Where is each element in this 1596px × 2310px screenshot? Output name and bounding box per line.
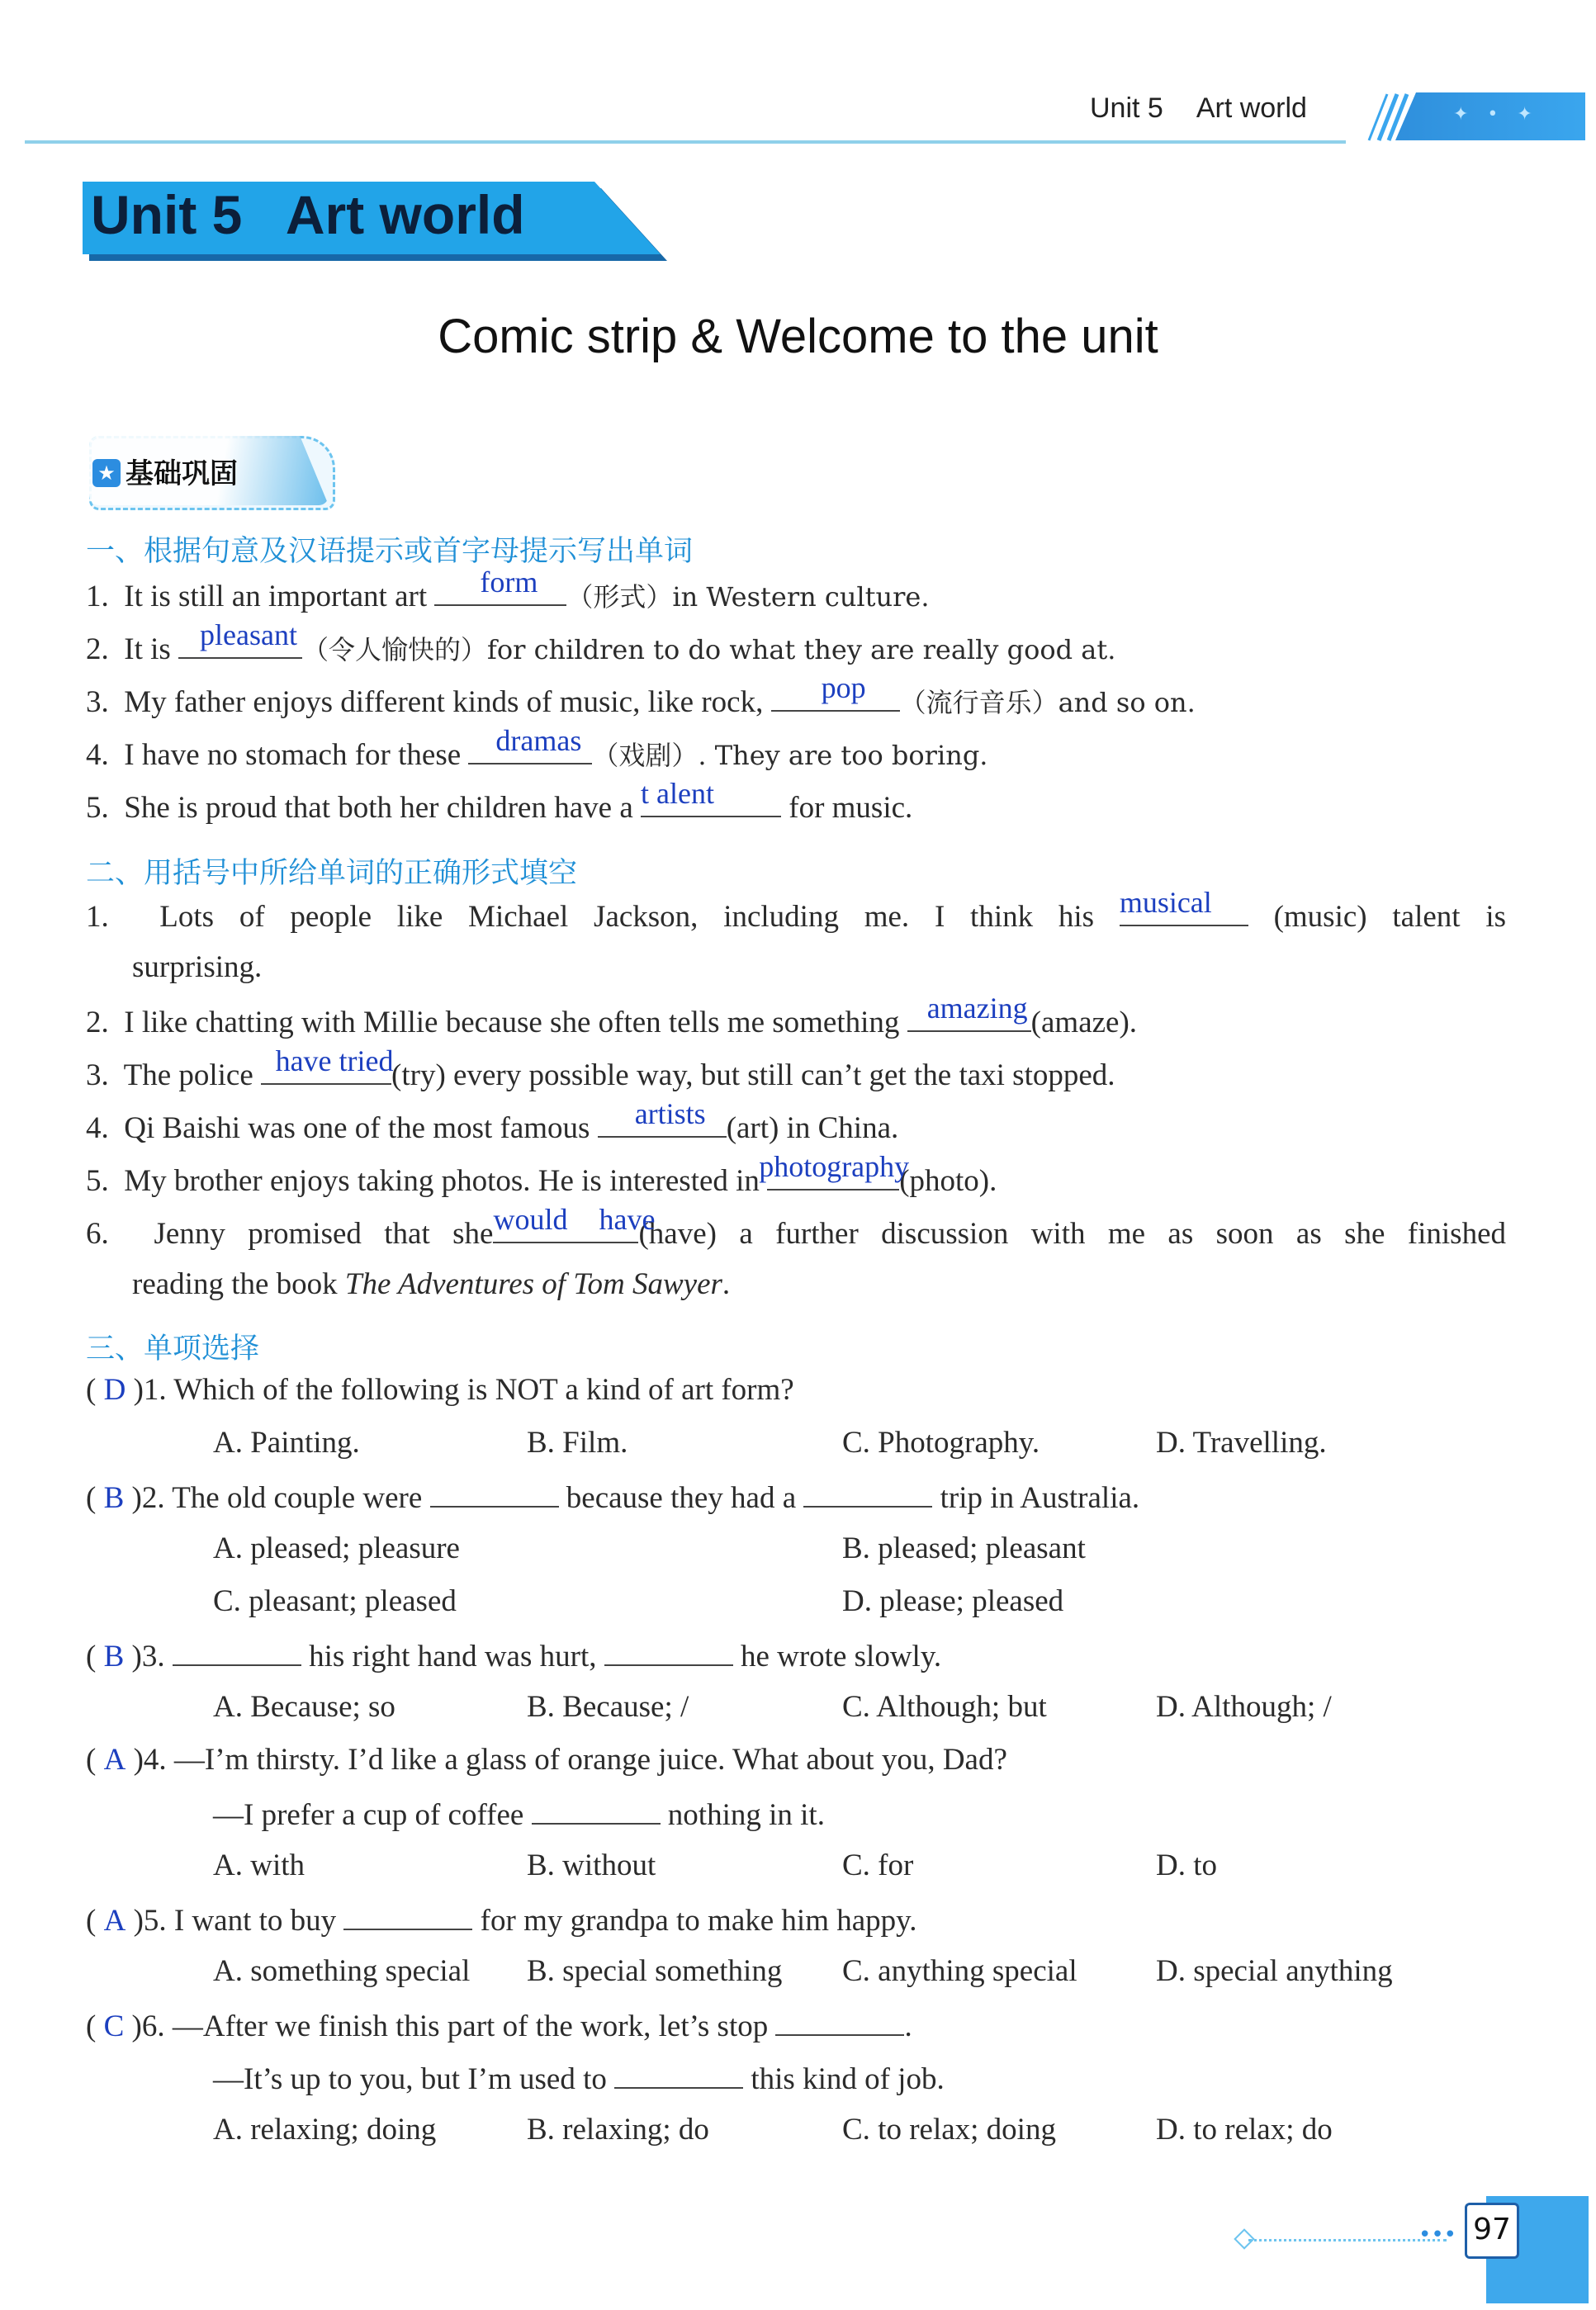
s3-q6-option-d[interactable]: D. to relax; do bbox=[1156, 2113, 1333, 2147]
s3-q3-option-c[interactable]: C. Although; but bbox=[842, 1690, 1047, 1724]
header-topic: Art world bbox=[1196, 92, 1307, 124]
s3-answer-5[interactable]: A bbox=[103, 1904, 126, 1938]
book-title: The Adventures of Tom Sawyer bbox=[344, 1267, 722, 1301]
section3-title: 三、单项选择 bbox=[86, 1333, 260, 1366]
s3-q5-option-a[interactable]: A. something special bbox=[213, 1954, 471, 1988]
s3-question-1: ( D )1. Which of the following is NOT a kind of art form? bbox=[86, 1373, 794, 1407]
s3-q1-option-b[interactable]: B. Film. bbox=[527, 1426, 628, 1460]
lesson-title: Comic strip & Welcome to the unit bbox=[438, 310, 1158, 363]
page-number: 97 bbox=[1465, 2203, 1519, 2259]
header-sparkle-icon: ✦ • ✦ bbox=[1453, 104, 1539, 125]
s3-question-6: ( C )6. —After we finish this part of the work, let’s stop . bbox=[86, 2006, 912, 2044]
s3-q5-option-d[interactable]: D. special anything bbox=[1156, 1954, 1393, 1988]
s3-q5-option-b[interactable]: B. special something bbox=[527, 1954, 783, 1988]
s3-answer-1[interactable]: D bbox=[103, 1373, 126, 1407]
s1-item-2: 2. It is pleasant （令人愉快的）for children to do what they are really good at. bbox=[86, 618, 1116, 666]
s3-q6-option-a[interactable]: A. relaxing; doing bbox=[213, 2113, 437, 2147]
footer-rule bbox=[1248, 2239, 1447, 2241]
header-rule bbox=[25, 140, 1346, 144]
s3-q4-option-c[interactable]: C. for bbox=[842, 1848, 914, 1882]
s3-answer-3[interactable]: B bbox=[103, 1640, 125, 1673]
s3-q6-option-c[interactable]: C. to relax; doing bbox=[842, 2113, 1056, 2147]
s3-question-6-reply: —It’s up to you, but I’m used to this kind of job. bbox=[213, 2059, 945, 2097]
s3-q2-option-d[interactable]: D. please; pleased bbox=[842, 1584, 1064, 1618]
s1-item-1: 1. It is still an important art form （形式）in Western culture. bbox=[86, 566, 930, 613]
footer-dots: ••• bbox=[1418, 2222, 1457, 2247]
s2-blank-1[interactable]: musical bbox=[1120, 897, 1248, 926]
s1-blank-5[interactable]: t alent bbox=[641, 788, 781, 817]
s3-q3-option-b[interactable]: B. Because; / bbox=[527, 1690, 689, 1724]
unit-title: Unit 5 Art world bbox=[91, 184, 525, 245]
s3-q2-option-a[interactable]: A. pleased; pleasure bbox=[213, 1531, 460, 1565]
s3-answer-4[interactable]: A bbox=[103, 1743, 126, 1777]
header-unit: Unit 5 bbox=[1090, 92, 1163, 124]
s1-blank-1[interactable]: form bbox=[434, 576, 566, 606]
s2-item-1: 1. Lots of people like Michael Jackson, including me. I think his musical (music) talent is bbox=[86, 886, 1506, 934]
s3-answer-2[interactable]: B bbox=[103, 1481, 125, 1515]
s3-q2-option-b[interactable]: B. pleased; pleasant bbox=[842, 1531, 1086, 1565]
s3-q1-option-d[interactable]: D. Travelling. bbox=[1156, 1426, 1327, 1460]
s1-item-4: 4. I have no stomach for these dramas （戏剧）. They are too boring. bbox=[86, 724, 988, 772]
s3-question-3: ( B )3. his right hand was hurt, he wrote slowly. bbox=[86, 1636, 941, 1674]
s2-blank-3[interactable]: have tried bbox=[261, 1055, 391, 1085]
s3-q1-option-c[interactable]: C. Photography. bbox=[842, 1426, 1040, 1460]
s3-q4-option-a[interactable]: A. with bbox=[213, 1848, 305, 1882]
star-icon: ★ bbox=[92, 459, 121, 487]
s2-blank-2[interactable]: amazing bbox=[907, 1002, 1031, 1032]
s1-blank-4[interactable]: dramas bbox=[468, 735, 592, 764]
s2-item-6: 6. Jenny promised that she would have (have) a further discussion with me as soon as she finished bbox=[86, 1203, 1506, 1251]
s2-item-1-cont: surprising. bbox=[132, 950, 263, 984]
s2-item-3: 3. The police have tried (try) every possible way, but still can’t get the taxi stopped. bbox=[86, 1044, 1115, 1092]
section1-title: 一、根据句意及汉语提示或首字母提示写出单词 bbox=[86, 535, 694, 568]
section2-title: 二、用括号中所给单词的正确形式填空 bbox=[86, 857, 578, 890]
section-badge-label: 基础巩固 bbox=[126, 457, 238, 490]
s3-question-2: ( B )2. The old couple were because they had a trip in Australia. bbox=[86, 1478, 1139, 1516]
s3-question-4-reply: —I prefer a cup of coffee nothing in it. bbox=[213, 1795, 825, 1833]
s3-question-5: ( A )5. I want to buy for my grandpa to make him happy. bbox=[86, 1901, 917, 1938]
s3-q3-option-a[interactable]: A. Because; so bbox=[213, 1690, 395, 1724]
s2-blank-6[interactable]: would have bbox=[493, 1214, 638, 1243]
s3-q1-option-a[interactable]: A. Painting. bbox=[213, 1426, 360, 1460]
s2-item-6-cont: reading the book The Adventures of Tom Sawyer. bbox=[132, 1267, 731, 1301]
s2-blank-4[interactable]: artists bbox=[598, 1108, 727, 1138]
s3-q4-option-b[interactable]: B. without bbox=[527, 1848, 656, 1882]
running-header bbox=[1090, 92, 1307, 125]
s2-item-5: 5. My brother enjoys taking photos. He is interested in photography (photo). bbox=[86, 1150, 997, 1198]
s3-q4-option-d[interactable]: D. to bbox=[1156, 1848, 1217, 1882]
s1-blank-2[interactable]: pleasant bbox=[178, 629, 302, 659]
s1-item-3: 3. My father enjoys different kinds of music, like rock, pop （流行音乐）and so on. bbox=[86, 671, 1196, 719]
s3-question-4: ( A )4. —I’m thirsty. I’d like a glass of orange juice. What about you, Dad? bbox=[86, 1743, 1007, 1777]
s3-answer-6[interactable]: C bbox=[103, 2009, 125, 2043]
s3-q6-option-b[interactable]: B. relaxing; do bbox=[527, 2113, 709, 2147]
s3-q3-option-d[interactable]: D. Although; / bbox=[1156, 1690, 1332, 1724]
s3-q2-option-c[interactable]: C. pleasant; pleased bbox=[213, 1584, 457, 1618]
s3-q5-option-c[interactable]: C. anything special bbox=[842, 1954, 1077, 1988]
s2-blank-5[interactable]: photography bbox=[767, 1161, 899, 1191]
s1-blank-3[interactable]: pop bbox=[771, 682, 900, 712]
s2-item-2: 2. I like chatting with Millie because she often tells me something amazing (amaze). bbox=[86, 992, 1138, 1039]
s2-item-4: 4. Qi Baishi was one of the most famous artists (art) in China. bbox=[86, 1097, 899, 1145]
s1-item-5: 5. She is proud that both her children have a t alent for music. bbox=[86, 777, 913, 825]
